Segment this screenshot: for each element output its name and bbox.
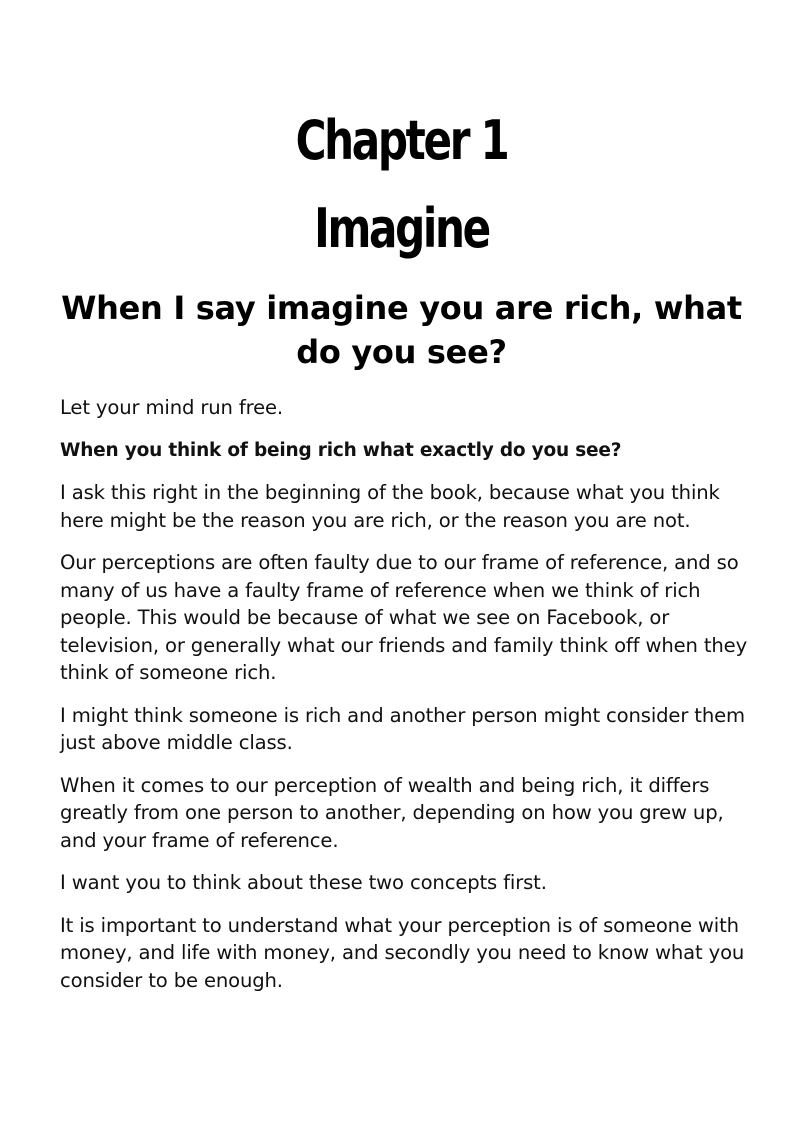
paragraph: When it comes to our perception of wealth and being rich, it differs greatly from one person to another, depending on how you grew up, and your frame of reference.	[60, 773, 724, 852]
paragraph: I want you to think about these two concepts first.	[60, 871, 547, 894]
bold-question: When you think of being rich what exactly do you see?	[60, 439, 622, 461]
paragraph: It is important to understand what your perception is of someone with money, and life with money, and secondly you need to know what you consider to be enough.	[60, 913, 745, 992]
paragraph: I might think someone is rich and another person might consider them just above middle class.	[60, 703, 745, 754]
paragraph: I ask this right in the beginning of the book, because what you think here might be the reason you are rich, or the reason you are not.	[60, 481, 720, 532]
chapter-number: Chapter 1	[295, 109, 508, 172]
chapter-title: Imagine	[314, 197, 489, 260]
paragraph: Let your mind run free.	[60, 396, 283, 419]
paragraph: Our perceptions are often faulty due to our frame of reference, and so many of us have a faulty frame of reference when we think of rich people. This would be because of what we see on Facebook, or television, or generally what our friends and family think off when they think of someone rich.	[60, 551, 748, 684]
body-text	[60, 394, 750, 1009]
section-subtitle: When I say imagine you are rich, what do you see?	[61, 289, 742, 371]
